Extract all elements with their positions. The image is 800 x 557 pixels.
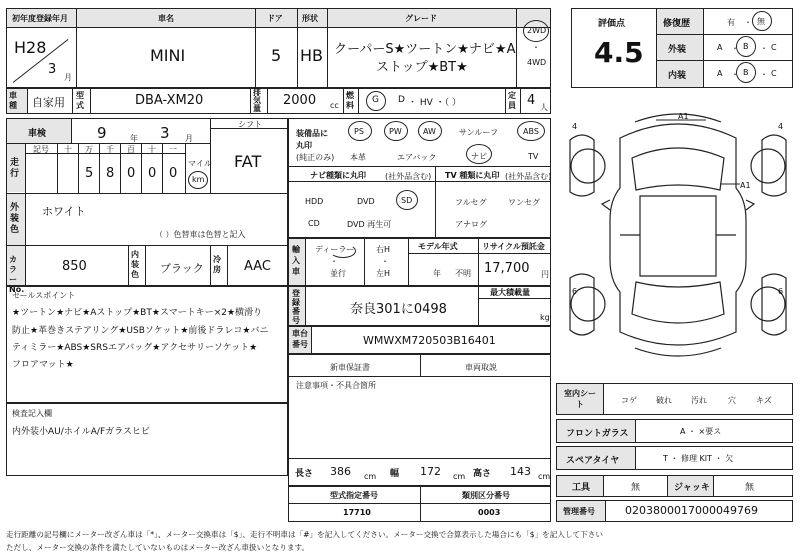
mileage-digit-5: 0 — [148, 166, 157, 181]
seat-scratch: キズ — [756, 396, 772, 405]
divider — [478, 298, 551, 299]
notes-label: 注意事項・不具合箇所 — [296, 381, 376, 390]
doors-label: ドア — [267, 14, 283, 23]
front-glass-label: フロントガラス — [566, 429, 629, 439]
tools-label: 工具 — [572, 483, 591, 493]
record-label: 記号 — [33, 145, 49, 154]
nav-hdd: HDD — [305, 197, 324, 206]
shift-label: シフト — [238, 120, 262, 129]
registration-label: 登録番号 — [292, 289, 300, 325]
divider — [435, 166, 436, 238]
digit-label-5: 十 — [148, 145, 156, 154]
displacement-value: 2000 — [283, 93, 317, 108]
exterior-c: C — [771, 43, 777, 52]
divider — [327, 8, 328, 88]
fuel-label: 燃料 — [346, 91, 354, 110]
capacity-unit: 人 — [540, 103, 548, 112]
capacity-label: 定員 — [508, 91, 516, 110]
divider — [305, 286, 306, 326]
usage-value: 自家用 — [32, 96, 65, 109]
displacement-unit: cc — [330, 101, 339, 110]
footer-note-2: ただし、メーター交換の条件を満たしていないものはメーター改ざん車扱いとなります。 — [6, 543, 310, 552]
exterior-dot-1: ・ — [731, 44, 739, 53]
digit-label-6: 一 — [169, 145, 177, 154]
repair-yes: 有 — [727, 18, 735, 27]
exterior-a: A — [717, 43, 723, 52]
color-value: ホワイト — [42, 205, 86, 218]
score-value: 4.5 — [594, 36, 644, 69]
divider — [358, 88, 359, 114]
class-number-label: 類別区分番号 — [462, 491, 510, 500]
equip-tv: TV — [528, 152, 539, 161]
import-dealer: ディーラー — [315, 245, 355, 254]
divider — [27, 88, 28, 114]
divider — [57, 143, 58, 193]
front-glass-value: A ・ ×要ス — [680, 427, 722, 436]
length-value: 386 — [330, 465, 351, 478]
width-unit: cm — [453, 472, 466, 481]
divider — [420, 354, 421, 376]
diagram-a1-top: A1 — [678, 112, 689, 121]
nav-type-note: (社外品含む) — [385, 172, 432, 181]
divider — [516, 8, 517, 88]
jack-value: 無 — [745, 483, 755, 493]
ac-value: AAC — [244, 259, 271, 274]
divider — [605, 500, 606, 522]
diagram-num-4-left: 4 — [572, 122, 578, 131]
colorno-value: 850 — [62, 259, 87, 274]
interior-dot-2: ・ — [760, 70, 768, 79]
diagram-num-4-right: 4 — [778, 122, 784, 131]
seat-stain: 汚れ — [691, 396, 707, 405]
divider — [635, 446, 636, 470]
reg-month: 3 — [48, 62, 57, 77]
inspector-label: 検査記入欄 — [12, 409, 52, 418]
mileage-digit-4: 0 — [127, 166, 136, 181]
tv-oneseg: ワンセグ — [508, 198, 540, 207]
equip-abs: ABS — [523, 127, 539, 136]
grade-line-2: ストップ★BT★ — [376, 60, 468, 75]
sales-line-2: 防止★革巻きステアリング★USBソケット★前後ドラレコ★バニ — [12, 326, 269, 336]
ac-label: 冷房 — [213, 255, 221, 274]
tools-value: 無 — [631, 483, 641, 493]
grade-label: グレード — [405, 14, 437, 23]
divider — [603, 383, 604, 415]
model-year-value: 不明 — [455, 269, 471, 278]
sales-line-3: ティミラー★ABS★SRSエアバッグ★アクセサリーソケット★ — [12, 343, 258, 353]
sales-line-4: フロアマット★ — [12, 360, 74, 370]
divider — [703, 8, 704, 88]
divider — [635, 419, 636, 443]
shape-value: HB — [300, 46, 324, 65]
divider — [25, 245, 26, 286]
fuel-g: G — [372, 95, 379, 105]
divider — [25, 193, 26, 245]
length-unit: cm — [364, 472, 377, 481]
equip-navi: ナビ — [471, 152, 487, 161]
equip-ps: PS — [354, 127, 364, 136]
doors-value: 5 — [271, 46, 282, 65]
divider — [76, 8, 77, 88]
divider — [311, 326, 312, 354]
divider — [297, 8, 298, 88]
drive-2wd: 2WD — [527, 26, 547, 35]
spare-tire-label: スペアタイヤ — [566, 456, 620, 466]
color-change-note: （ ）色替車は色替と記入 — [155, 230, 246, 239]
km-label: km — [192, 175, 205, 184]
seat-hole: 穴 — [728, 396, 736, 405]
tv-fullseg: フルセグ — [455, 198, 487, 207]
nav-dvd: DVD — [357, 197, 375, 206]
divider — [267, 88, 268, 114]
car-damage-diagram — [560, 100, 796, 370]
divider — [420, 486, 421, 522]
divider — [6, 193, 288, 194]
divider — [25, 153, 185, 154]
reg-month-unit: 月 — [64, 73, 72, 82]
jack-label: ジャッキ — [674, 483, 710, 493]
mileage-label: 走行 — [10, 158, 20, 179]
divider — [667, 475, 668, 497]
seat-tear: 破れ — [656, 396, 672, 405]
mileage-digit-3: 8 — [106, 166, 115, 181]
interior-seat-label: 室内シート — [564, 389, 596, 409]
registration-value: 奈良301に0498 — [350, 302, 447, 317]
divider — [288, 166, 551, 167]
width-label: 幅 — [390, 469, 400, 479]
management-value: 020380001700004976​9 — [625, 504, 758, 517]
interior-a: A — [717, 69, 723, 78]
divider — [120, 143, 121, 193]
recycle-unit: 円 — [541, 270, 549, 279]
footer-note-1: 走行距離の記号欄にメーター改ざん車は「*」、メーター交換車は「$」、走行不明車は「#」を記入してください。メーター交換で合算表示した場合にも「$」を記入して下さい — [6, 530, 603, 539]
interior-label: 内装 — [668, 71, 687, 81]
equipment-label-1: 装備品に — [296, 129, 328, 138]
width-value: 172 — [420, 465, 441, 478]
inspection-year-unit: 年 — [130, 134, 138, 143]
nav-sd: SD — [401, 196, 413, 205]
divider — [6, 245, 288, 246]
interior-b: B — [743, 68, 749, 77]
max-load-label: 最大積載量 — [490, 288, 530, 297]
max-load-unit: kg — [540, 313, 550, 322]
fuel-others: ・ HV ・（ ） — [408, 98, 462, 108]
divider — [478, 238, 479, 286]
height-label: 高さ — [473, 469, 492, 479]
sales-point-label: セールスポイント — [12, 291, 76, 300]
divider — [408, 253, 551, 254]
chassis-value: WMWXM720503B16401 — [363, 334, 496, 347]
divider — [145, 245, 146, 286]
digit-label-2: 万 — [85, 145, 93, 154]
car-name-label: 車名 — [158, 14, 174, 23]
mile-label: マイル — [188, 159, 212, 168]
mileage-digit-2: 5 — [85, 166, 94, 181]
divider — [255, 8, 256, 88]
equip-airbag: エアバック — [397, 153, 437, 162]
divider — [505, 88, 506, 114]
equipment-label-2: 丸印 — [296, 141, 312, 150]
drive-dot: ・ — [532, 43, 540, 52]
divider — [162, 143, 163, 193]
model-year-label: モデル年式 — [418, 242, 458, 251]
reg-era: H28 — [14, 38, 47, 57]
chassis-label: 車台番号 — [292, 329, 308, 349]
model-year-unit: 年 — [433, 269, 441, 278]
inspection-month-unit: 月 — [185, 134, 193, 143]
nav-type-label: ナビ種類に丸印 — [310, 171, 366, 180]
tv-type-label: TV 種類に丸印 — [445, 171, 500, 180]
interior-dot-1: ・ — [731, 70, 739, 79]
equip-aw: AW — [423, 127, 436, 136]
inspection-month: 3 — [160, 124, 170, 142]
row2-table — [6, 88, 551, 114]
inspection-label: 車検 — [28, 129, 47, 139]
diagram-num-6-left: 6 — [572, 287, 578, 296]
divider — [210, 245, 211, 286]
length-label: 長さ — [295, 469, 314, 479]
digit-label-3: 千 — [106, 145, 114, 154]
exterior-label: 外装 — [668, 45, 687, 55]
height-value: 143 — [510, 465, 531, 478]
digit-label-1: 十 — [64, 145, 72, 154]
model-label: 型式 — [76, 91, 84, 110]
repair-label: 修復歴 — [663, 19, 691, 29]
recycle-value: 17,700 — [484, 261, 530, 276]
divider — [6, 27, 551, 28]
divider — [227, 245, 228, 286]
capacity-value: 4 — [527, 93, 536, 108]
exterior-dot-2: ・ — [760, 44, 768, 53]
first-reg-label: 初年度登録年月 — [12, 14, 68, 23]
equip-pw: PW — [389, 127, 402, 136]
type-number-label: 型式指定番号 — [330, 491, 378, 500]
divider — [25, 143, 26, 193]
divider — [141, 143, 142, 193]
model-value: DBA-XM20 — [135, 93, 204, 108]
divider — [364, 238, 365, 286]
equip-sunroof: サンルーフ — [459, 128, 498, 137]
vehicle-manual: 車両取説 — [465, 363, 497, 372]
import-parallel: 並行 — [330, 269, 346, 278]
divider — [250, 88, 251, 114]
tv-type-note: (社外品含む) — [505, 172, 552, 181]
tv-analog: アナログ — [455, 220, 487, 229]
mileage-digit-6: 0 — [169, 166, 178, 181]
divider — [478, 286, 479, 326]
import-label: 輸入車 — [292, 245, 300, 276]
inspection-year: 9 — [97, 124, 107, 142]
new-car-warranty: 新車保証書 — [330, 363, 370, 372]
divider — [305, 238, 306, 286]
repair-no: 無 — [757, 17, 765, 26]
sales-line-1: ★ツートン★ナビ★Aストップ★BT★スマートキー×2★横滑り — [12, 308, 263, 318]
color-label: 外装色 — [10, 203, 20, 235]
inspector-text: 内外装小AU/ホイルA/Fガラスヒビ — [12, 427, 150, 437]
shift-value: FAT — [234, 152, 262, 171]
import-dot-2: ・ — [381, 257, 389, 266]
drive-4wd: 4WD — [527, 58, 547, 67]
colorno-label: カラーNo. — [9, 255, 25, 294]
car-name: MINI — [150, 46, 186, 65]
import-dot-1: ・ — [330, 257, 338, 266]
score-label: 評価点 — [598, 19, 626, 29]
divider — [71, 118, 72, 143]
divider — [520, 88, 521, 114]
height-unit: cm — [538, 472, 551, 481]
nav-dvd-play: DVD 再生可 — [347, 220, 392, 229]
divider — [408, 238, 409, 286]
class-number-value: 0003 — [478, 508, 501, 517]
interior-color-label: 内装色 — [131, 250, 139, 279]
equip-leather: 本革 — [350, 153, 366, 162]
divider — [288, 376, 551, 377]
nav-cd: CD — [308, 219, 320, 228]
usage-label: 車種 — [9, 91, 17, 110]
divider — [288, 503, 551, 504]
shape-label: 形状 — [302, 14, 318, 23]
digit-label-4: 百 — [127, 145, 135, 154]
management-label: 管理番号 — [563, 507, 595, 516]
divider — [603, 475, 604, 497]
divider — [185, 143, 186, 193]
right-h: 右H — [376, 245, 391, 254]
repair-dot: ・ — [744, 18, 752, 27]
displacement-label: 排気量 — [253, 88, 261, 113]
seat-burn: コゲ — [621, 396, 637, 405]
divider — [343, 88, 344, 114]
divider — [210, 118, 211, 193]
divider — [90, 88, 91, 114]
divider — [99, 143, 100, 193]
diagram-a1-right: A1 — [740, 181, 751, 190]
interior-color-value: ブラック — [160, 262, 204, 275]
type-number-value: 17710 — [343, 508, 371, 517]
spare-tire-value: T ・ 修理 KIT ・ 欠 — [663, 454, 734, 463]
divider — [72, 88, 73, 114]
fuel-d: D — [398, 95, 405, 105]
interior-c: C — [771, 69, 777, 78]
left-h: 左H — [376, 269, 391, 278]
grade-line-1: クーパーS★ツートン★ナビ★A — [334, 42, 516, 57]
recycle-label: リサイクル預託金 — [482, 242, 545, 251]
divider — [128, 245, 129, 286]
diagram-num-6-right: 6 — [778, 287, 784, 296]
divider — [713, 475, 714, 497]
exterior-b: B — [743, 42, 749, 51]
equipment-label-3: (純正のみ) — [296, 153, 335, 162]
divider — [78, 143, 79, 193]
